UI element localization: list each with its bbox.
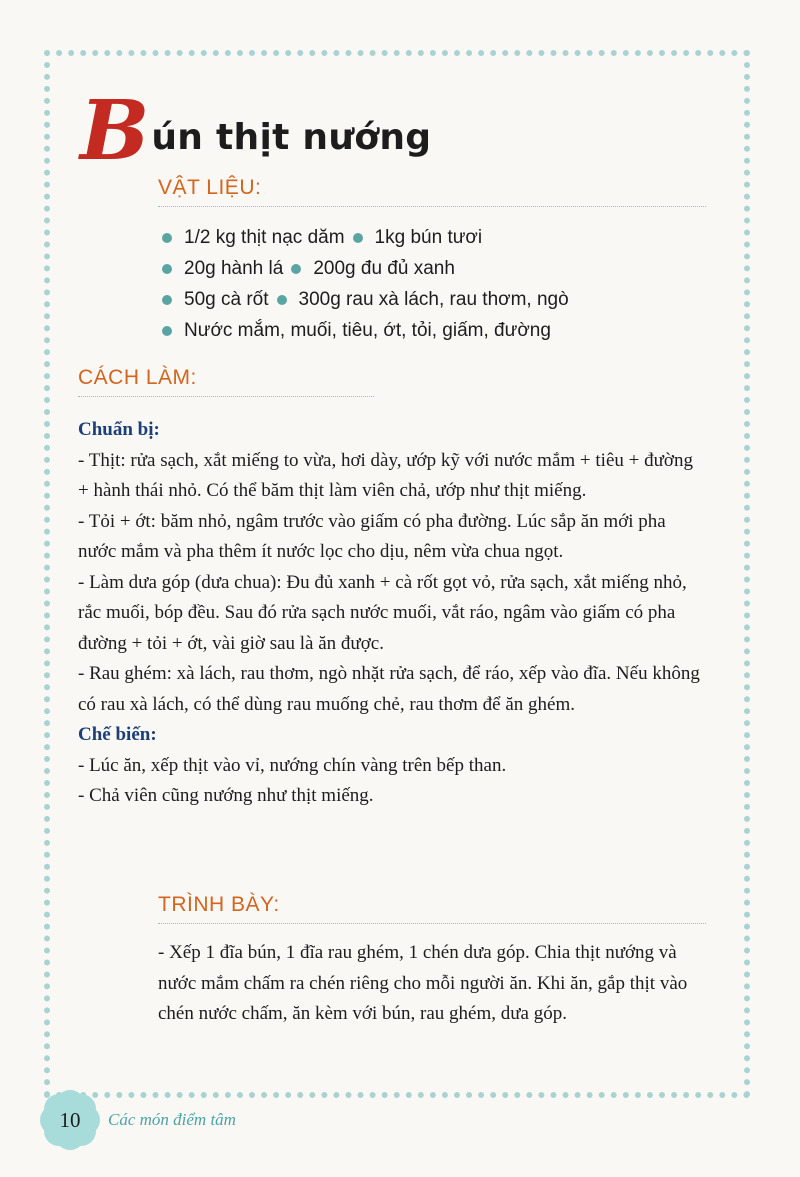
ingredient-item: 1/2 kg thịt nạc dăm [184, 227, 345, 248]
flower-icon [40, 1090, 100, 1150]
ingredient-list [162, 222, 722, 346]
ingredient-row [162, 315, 722, 346]
prep-step: - Làm dưa góp (dưa chua): Đu đủ xanh + cà rốt gọt vỏ, rửa sạch, xắt miếng nhỏ, rắc muối, bóp đều. Sau đó rửa sạch nước muối, vắt ráo, ngâm vào giấm có pha đường + tỏi + ớt, vài giờ sau là ăn được. [78, 571, 687, 654]
bullet-icon [291, 264, 301, 274]
prep-step: - Thịt: rửa sạch, xắt miếng to vừa, hơi dày, ướp kỹ với nước mắm + tiêu + đường + hành thái nhỏ. Có thể băm thịt làm viên chả, ướp như thịt miếng. [78, 449, 693, 501]
method-divider [78, 396, 374, 397]
page-footer [40, 1090, 236, 1150]
recipe-title [80, 83, 432, 179]
chapter-name: Các món điểm tâm [108, 1110, 236, 1129]
prep-step: - Rau ghém: xà lách, rau thơm, ngò nhặt rửa sạch, để ráo, xếp vào đĩa. Nếu không có rau xà lách, có thể dùng rau muống chẻ, rau thơm để ăn ghém. [78, 663, 700, 715]
page-number: 10 [59, 1107, 81, 1132]
method-body [78, 415, 708, 812]
ingredient-row [162, 222, 722, 253]
ingredients-divider [158, 206, 706, 207]
bullet-icon [162, 326, 172, 336]
presentation-text: - Xếp 1 đĩa bún, 1 đĩa rau ghém, 1 chén dưa góp. Chia thịt nướng và nước mắm chấm ra chén riêng cho mỗi người ăn. Khi ăn, gắp thịt vào chén nước chấm, ăn kèm với bún, rau ghém, dưa góp. [158, 942, 688, 1024]
cook-step: - Chả viên cũng nướng như thịt miếng. [78, 785, 374, 806]
bullet-icon [162, 233, 172, 243]
ingredient-item: 1kg bún tươi [374, 227, 483, 248]
ingredient-row [162, 284, 722, 315]
ingredient-item: Nước mắm, muối, tiêu, ớt, tỏi, giấm, đường [184, 320, 551, 341]
ingredient-item: 20g hành lá [184, 258, 284, 279]
cook-subheading: Chế biến: [78, 724, 157, 745]
ingredient-item: 200g đu đủ xanh [313, 258, 455, 279]
bullet-icon [277, 295, 287, 305]
title-initial: B [80, 83, 150, 179]
ingredients-heading: VẬT LIỆU: [158, 176, 262, 199]
prep-subheading: Chuẩn bị: [78, 419, 160, 440]
prep-step: - Tỏi + ớt: băm nhỏ, ngâm trước vào giấm có pha đường. Lúc sắp ăn mới pha nước mắm và pha thêm ít nước lọc cho dịu, nêm vừa chua ngọt. [78, 510, 666, 562]
cook-step: - Lúc ăn, xếp thịt vào vỉ, nướng chín vàng trên bếp than. [78, 754, 507, 776]
ingredient-row [162, 253, 722, 284]
presentation-heading: TRÌNH BÀY: [158, 893, 280, 916]
title-text: ún thịt nướng [151, 117, 432, 158]
ingredient-item: 300g rau xà lách, rau thơm, ngò [298, 289, 569, 310]
ingredient-item: 50g cà rốt [184, 289, 269, 310]
bullet-icon [162, 295, 172, 305]
bullet-icon [353, 233, 363, 243]
method-heading: CÁCH LÀM: [78, 366, 197, 389]
bullet-icon [162, 264, 172, 274]
presentation-divider [158, 923, 706, 924]
